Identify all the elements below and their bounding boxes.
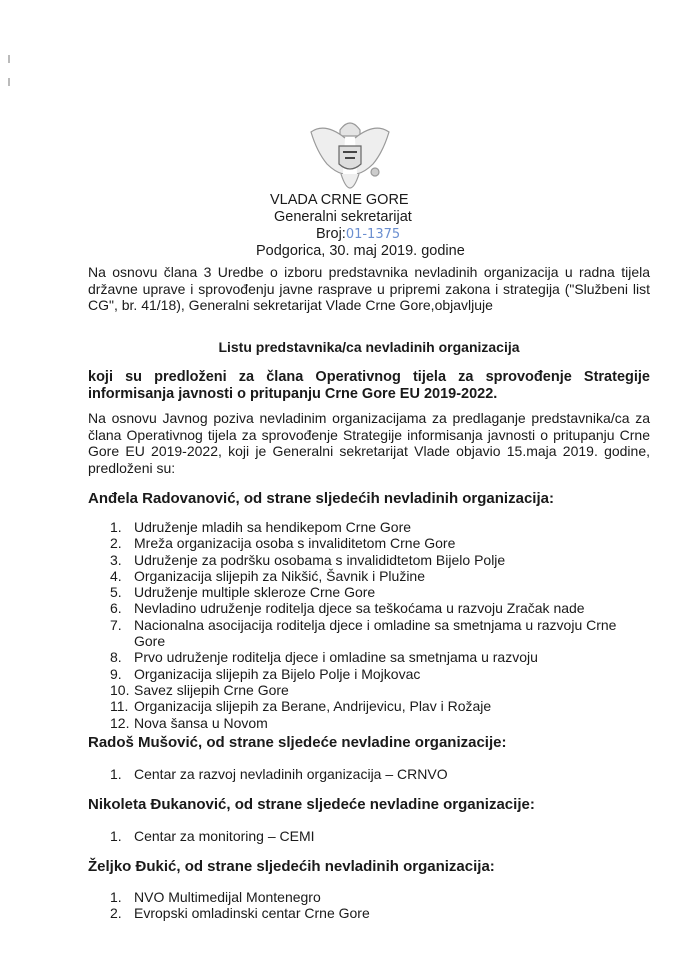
org-name: VLADA CRNE GORE <box>270 192 409 208</box>
organization-name: Savez slijepih Crne Gore <box>134 681 289 698</box>
item-number: 1. <box>110 889 122 905</box>
intro-paragraph: Na osnovu člana 3 Uredbe o izboru predstavnika nevladinih organizacija u radna tijela državne uprave i sprovođenju javne rasprave u pripremi zakona i strategija ("Službeni list CG", br. 41/18), Generalni sekretarijat Vlade Crne Gore,objavljuje <box>88 264 650 313</box>
organization-name: Udruženje za podršku osobama s invalididtetom Bijelo Polje <box>134 551 506 568</box>
list-item <box>110 552 630 568</box>
candidate-heading: Anđela Radovanović, od strane sljedećih nevladinih organizacija: <box>88 490 554 507</box>
item-number: 12. <box>110 714 130 731</box>
candidate-heading: Radoš Mušović, od strane sljedeće nevladine organizacije: <box>88 734 507 751</box>
list-item <box>110 666 630 682</box>
item-number: 1. <box>110 766 122 782</box>
item-number: 7. <box>110 616 122 633</box>
candidate-heading: Nikoleta Đukanović, od strane sljedeće nevladine organizacije: <box>88 796 535 813</box>
document-subtitle: koji su predloženi za člana Operativnog tijela za sprovođenje Strategije informisanja javnosti o pritupanju Crne Gore EU 2019-2022. <box>88 369 650 402</box>
body-paragraph: Na osnovu Javnog poziva nevladinim organizacijama za predlaganje predstavnika/ca za člana Operativnog tijela za sprovođenje Strategije informisanja javnosti o pritupanju Crne Gore EU 2019-2022, koji je Generalni sekretarijat Vlade objavio 15.maja 2019. godine, predloženi su: <box>88 410 650 476</box>
item-number: 6. <box>110 600 122 617</box>
list-item <box>110 617 630 650</box>
organization-name: Mreža organizacija osoba s invaliditetom Crne Gore <box>134 535 456 552</box>
item-number: 1. <box>110 519 122 535</box>
organization-name: Centar za monitoring – CEMI <box>134 828 315 844</box>
organization-name: Nova šansa u Novom <box>134 714 268 731</box>
list-item <box>110 584 630 600</box>
scan-mark <box>8 78 10 86</box>
list-item <box>110 889 630 905</box>
organization-name: Prvo udruženje roditelja djece i omladine sa smetnjama u razvoju <box>134 649 538 666</box>
item-number: 9. <box>110 665 122 682</box>
organization-name: Centar za razvoj nevladinih organizacija – CRNVO <box>134 766 448 782</box>
item-number: 10. <box>110 681 130 698</box>
list-item <box>110 698 630 714</box>
organization-name: Nacionalna asocijacija roditelja djece i omladine sa smetnjama u razvoju Crne Gore <box>134 616 617 650</box>
candidate-heading: Željko Đukić, od strane sljedećih nevladinih organizacija: <box>88 858 495 875</box>
item-number: 2. <box>110 905 122 922</box>
list-item <box>110 519 630 535</box>
organization-list <box>110 766 630 782</box>
item-number: 8. <box>110 649 122 666</box>
organization-name: Organizacija slijepih za Berane, Andrijevicu, Plav i Rožaje <box>134 698 492 715</box>
list-item <box>110 535 630 551</box>
list-item <box>110 905 630 921</box>
document-title: Listu predstavnika/ca nevladinih organizacija <box>218 339 520 355</box>
list-item <box>110 715 630 731</box>
list-item <box>110 600 630 616</box>
organization-name: Nevladino udruženje roditelja djece sa teškoćama u razvoju Zračak nade <box>134 600 585 617</box>
item-number: 4. <box>110 567 122 584</box>
scan-mark <box>8 55 10 63</box>
department: Generalni sekretarijat <box>274 209 412 225</box>
organization-name: NVO Multimedijal Montenegro <box>134 889 321 905</box>
organization-name: Evropski omladinski centar Crne Gore <box>134 905 370 922</box>
item-number: 2. <box>110 535 122 552</box>
handwritten-reference: 01-1375 <box>345 227 401 242</box>
organization-name: Organizacija slijepih za Nikšić, Šavnik i Plužine <box>134 567 426 584</box>
item-number: 3. <box>110 551 122 568</box>
reference-label: Broj: <box>316 226 346 242</box>
item-number: 5. <box>110 584 122 601</box>
organization-name: Organizacija slijepih za Bijelo Polje i Mojkovac <box>134 665 421 682</box>
list-item <box>110 649 630 665</box>
list-item <box>110 568 630 584</box>
list-item <box>110 766 630 782</box>
place-date: Podgorica, 30. maj 2019. godine <box>256 243 465 259</box>
coat-of-arms-emblem <box>305 112 395 204</box>
list-item <box>110 828 630 844</box>
organization-list <box>110 828 630 844</box>
list-item <box>110 682 630 698</box>
reference-number <box>316 226 400 243</box>
item-number: 1. <box>110 828 122 844</box>
organization-name: Udruženje mladih sa hendikepom Crne Gore <box>134 519 412 535</box>
organization-list <box>110 889 630 922</box>
organization-name: Udruženje multiple skleroze Crne Gore <box>134 584 376 601</box>
organization-list <box>110 519 630 731</box>
item-number: 11. <box>110 698 129 715</box>
